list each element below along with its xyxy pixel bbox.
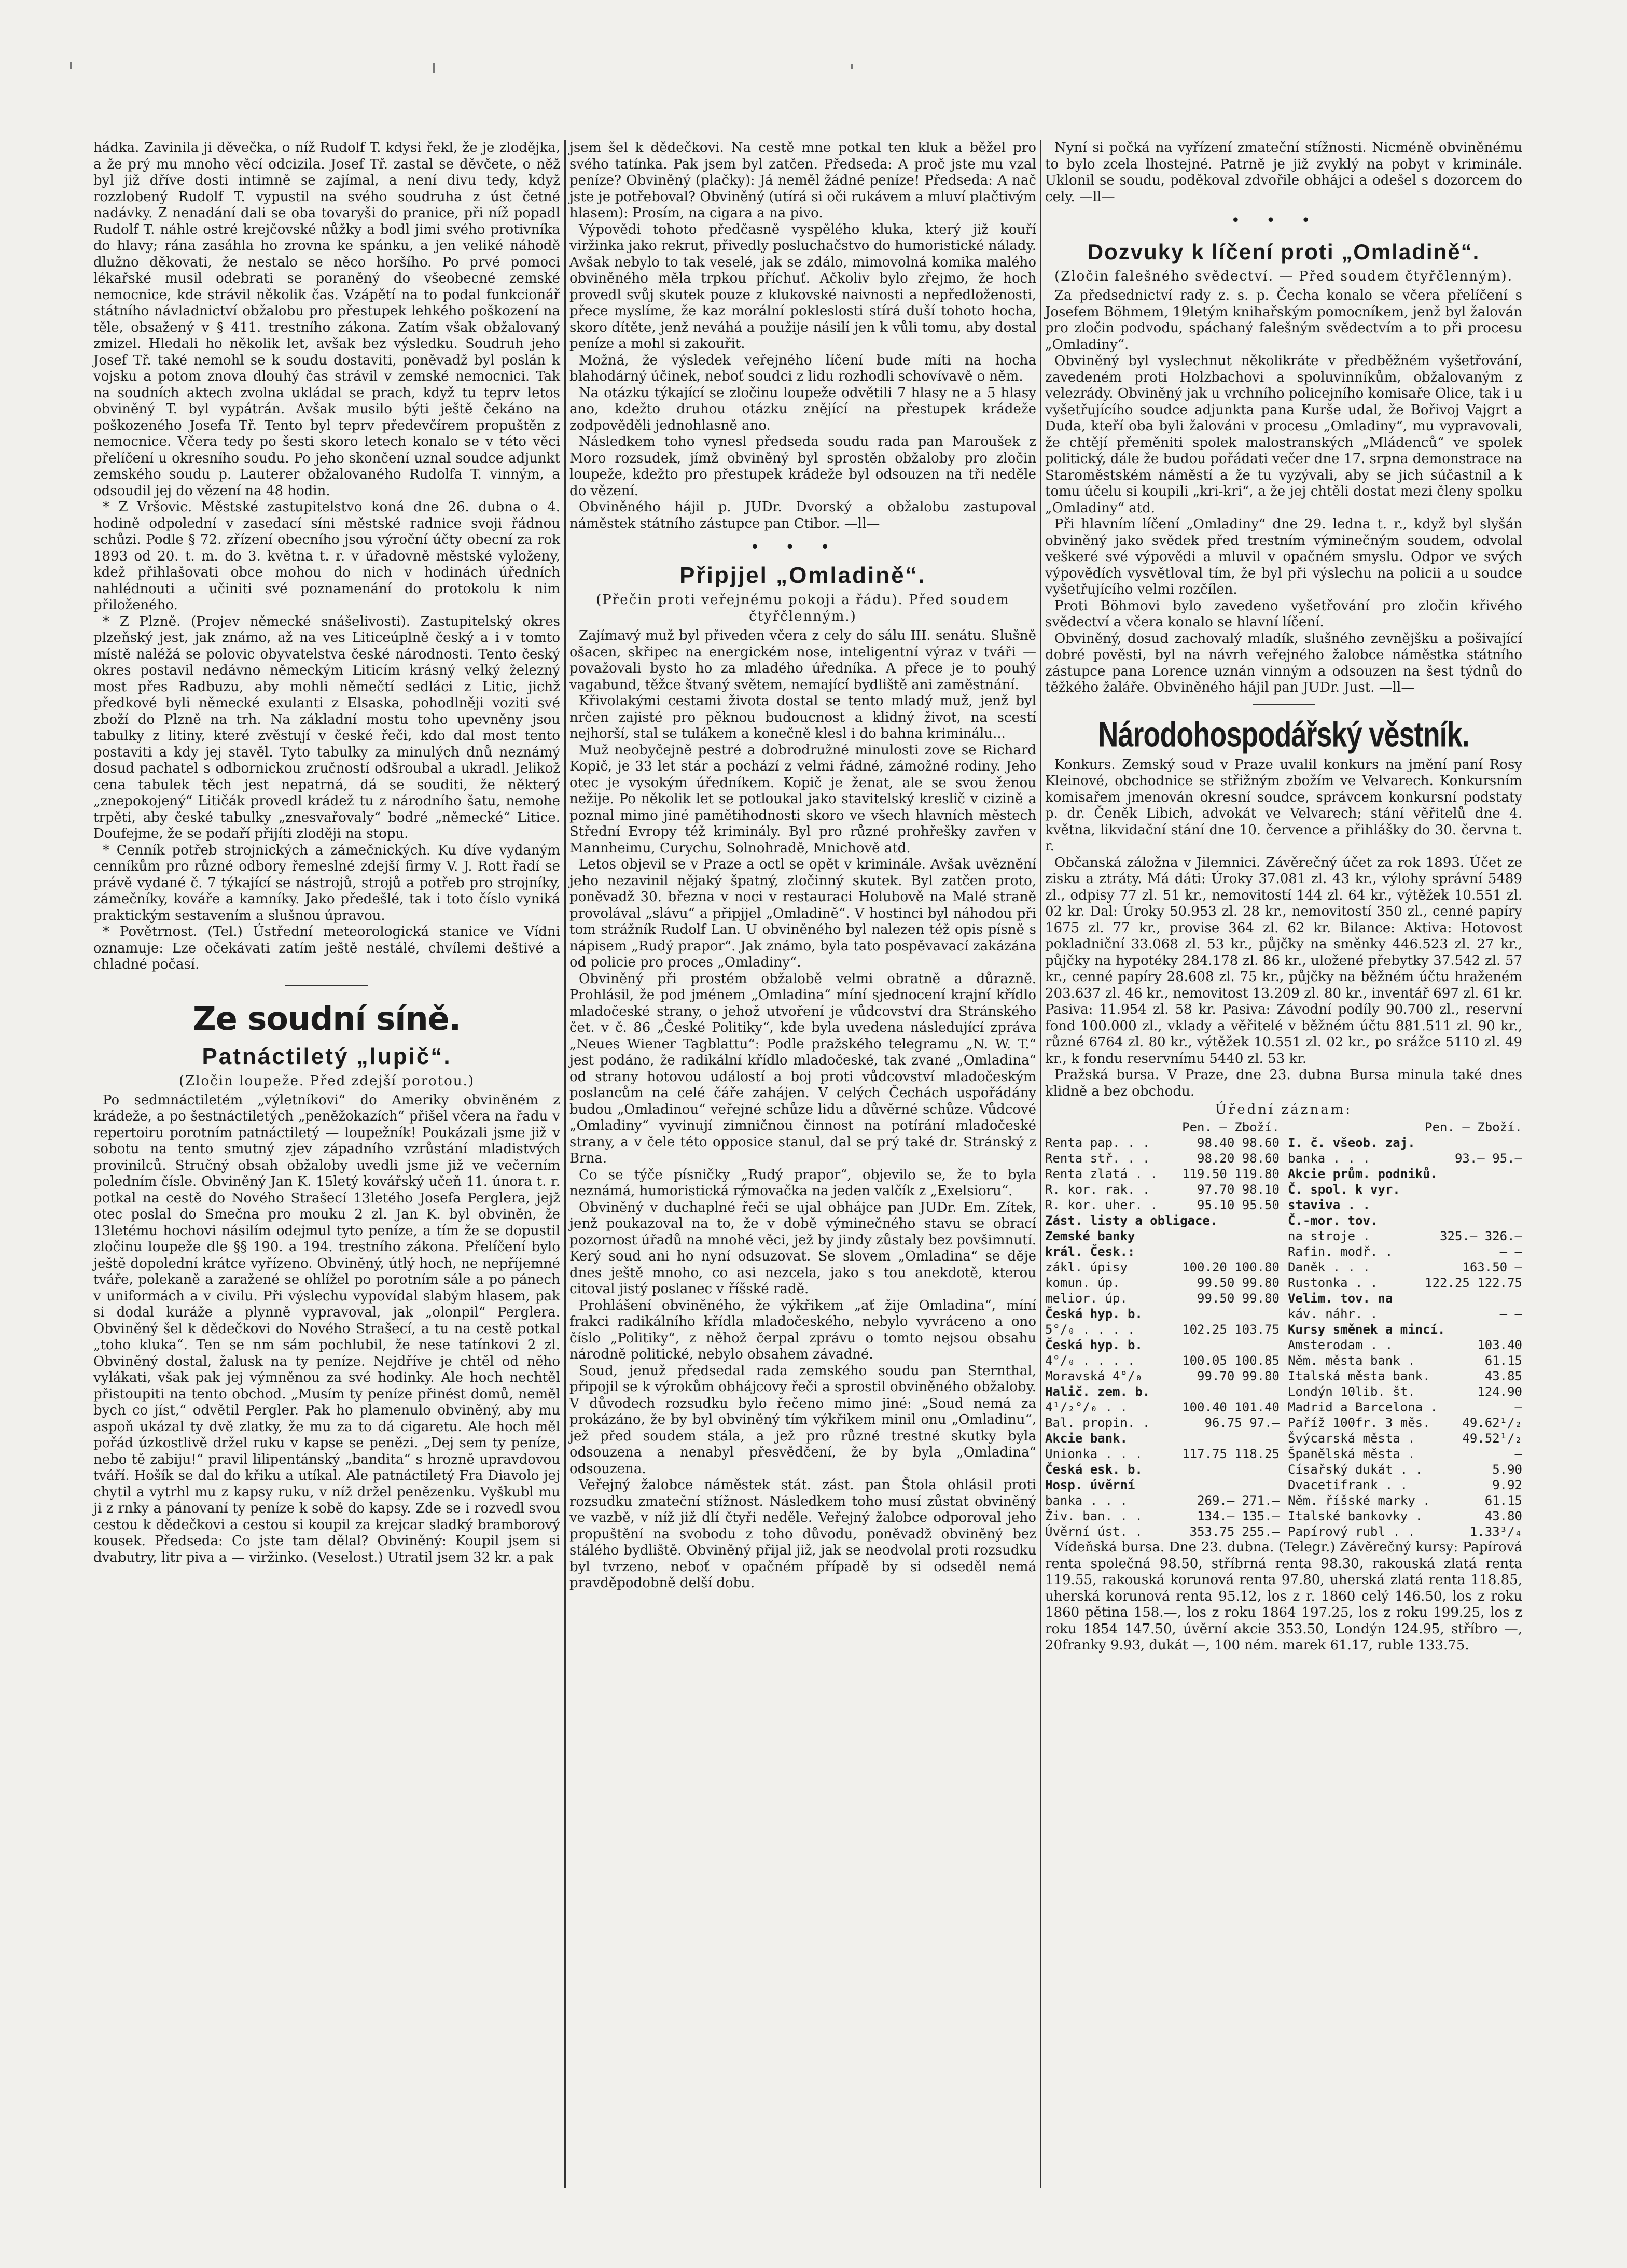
bursa-row	[1045, 1508, 1280, 1524]
bursa-item-label: zákl. úpisy	[1045, 1260, 1128, 1275]
bursa-item-value: 99.50 99.80	[1197, 1276, 1280, 1290]
section-title: Ze soudní síně.	[192, 999, 461, 1038]
bursa-row	[1045, 1151, 1280, 1166]
bursa-item-value: 124.90	[1477, 1384, 1522, 1399]
article-paragraph: Letos objevil se v Praze a octl se opět v kriminále. Avšak uvěznění jeho nezavinil nějaký špatný, zločinný skutek. Byl zatčen proto, poněvadž 30. března v noci v restauraci Holubově na Malé straně provolával „slávu“ a připjjel „Omladině“. V hostinci byl náhodou při tom strážník Rudolf Lan. U obviněného byl nalezen též opis písně s nápisem „Rudý prapor“. Jak známo, byla tato pospěvavací zakázána od policie pro proces „Omladiny“.	[569, 857, 1036, 970]
article-paragraph: Zajímavý muž byl přiveden včera z cely do sálu III. senátu. Slušně ošacen, skřipec na energickém nose, inteligentní výraz v tváři — považovali bysto ho za mladého úředníka. A přece je to pouhý vagabund, těžce štvaný světem, nemající bydliště ani zaměstnání.	[569, 628, 1036, 693]
bursa-row	[1288, 1291, 1522, 1306]
court-dialogue: jsem šel k dědečkovi. Na cestě mne potkal ten kluk a běžel pro svého tatínka. Pak jsem byl zatčen. Předseda: A proč jste mu vzal peníze? Obviněný (plačky): Já neměl žádné peníze! Předseda: A nač jste je potřeboval? Obviněný (utírá si oči rukávem a mluví plačtivým hlasem): Prosím, na cigara a na pivo.	[569, 140, 1036, 221]
bursa-item-label: 5°/₀ . . . .	[1045, 1322, 1135, 1337]
bursa-item-label: R. kor. rak. .	[1045, 1182, 1150, 1197]
column-divider	[1040, 140, 1041, 2188]
bursa-item-value: 117.75 118.25	[1182, 1447, 1280, 1461]
bursa-row	[1045, 1477, 1280, 1493]
bursa-row	[1045, 1197, 1280, 1213]
section-rule	[285, 985, 368, 986]
bursa-item-label: Česká hyp. b.	[1045, 1338, 1143, 1352]
bursa-item-value: 99.50 99.80	[1197, 1291, 1280, 1306]
bursa-row	[1288, 1259, 1522, 1275]
article-paragraph: Výpovědi tohoto předčasně vyspělého kluka, který již kouří viržinka jako rekrut, přivedly posluchačstvo do humoristické nálady. Avšak nebylo to tak veselé, jak se zdálo, mimovolná komika malého obviněného měla trpkou příchuť. Ačkoliv bylo zřejmo, že hoch provedl svůj skutek pouze z klukovské naivnosti a nepředloženosti, přece myslíme, že kaz morální pokleslosti stírá duší tohoto hocha, skoro dítěte, jenž neváhá a použije násilí jen k vůli tomu, aby dostal peníze a mohl si zakouřit.	[569, 221, 1036, 352]
bursa-header-row	[1045, 1119, 1280, 1135]
bursa-item-value: 49.52¹/₂	[1462, 1431, 1522, 1446]
article-paragraph: Co se týče písničky „Rudý prapor“, objevilo se, že to byla neznámá, humoristická rýmovačka na jeden valčík z „Exelsioru“.	[569, 1167, 1036, 1199]
bursa-item-label: Amsterodam . .	[1288, 1338, 1393, 1352]
bursa-row	[1045, 1135, 1280, 1151]
article-paragraph: Prohlášení obviněného, že výkřikem „ať žije Omladina“, míní frakci radikálního křídla mladočeského, nebylo vyvráceno a ono číslo „Politiky“, z něhož čerpal zprávu o tomto nejsou obsahu národně politické, nebylo obsahem závadné.	[569, 1297, 1036, 1362]
bursa-row	[1045, 1431, 1280, 1446]
bursa-row	[1045, 1291, 1280, 1306]
bursa-row	[1288, 1508, 1522, 1524]
bursa-item-value: —	[1514, 1447, 1522, 1461]
news-konkurs: Konkurs. Zemský soud v Praze uvalil konkurs na jmění paní Rosy Kleinové, obchodnice se střižným zbožím ve Velvarech. Konkursním komisařem jmenován okresní soudce, správcem konkursní podstaty p. dr. Čeněk Libich, advokát ve Velvarech; stání věřitelů dne 4. května, likvidační stání dne 10. července a přihlášky do 30. června t. r.	[1045, 757, 1522, 854]
bursa-table	[1045, 1119, 1522, 1539]
article-paragraph: Muž neobyčejně pestré a dobrodružné minulosti zove se Richard Kopič, je 33 let stár a pochází z velmi řádné, zámožné rodiny. Jeho otec je vysokým úředníkem. Kopič je ženat, ale se svou ženou nežije. Po několik let se potloukal jako stavitelský kreslič v cizině a poznal mimo jiné pamětihodnosti skoro ve všech hlavních městech Střední Evropy též kriminály. Byl pro různé prohřešky zavřen v Mannheimu, Curychu, Solnohradě, Mnichově atd.	[569, 742, 1036, 856]
bursa-item-label: I. č. všeob. zaj.	[1288, 1136, 1415, 1150]
column-left	[93, 140, 560, 1566]
bursa-item-value: 103.40	[1477, 1338, 1522, 1352]
bursa-item-label: král. Česk.:	[1045, 1244, 1135, 1259]
bursa-item-value: 49.62¹/₂	[1462, 1416, 1522, 1430]
bursa-row	[1045, 1166, 1280, 1182]
news-videnska-bursa: Vídeňská bursa. Dne 23. dubna. (Telegr.) Závěrečný kursy: Papírová renta společná 98.50, stříbrná renta 98.30, rakouská zlatá renta 119.55, rakouská korunová renta 97.80, uherská zlatá renta 118.85, uherská korunová renta 95.12, los z r. 1860 celý 146.50, los z roku 1860 pětina 158.—, los z roku 1864 197.25, los z roku 199.25, los z roku 1854 147.50, úvěrní akcie 353.50, Londýn 124.95, stříbro —, 20franky 9.93, dukát —, 100 ném. marek 61.17, ruble 133.75.	[1045, 1539, 1522, 1653]
article-title: Patnáctiletý „lupič“.	[202, 1043, 452, 1069]
bursa-item-label: Rafin. modř. .	[1288, 1244, 1393, 1259]
article-paragraph: Při hlavním líčení „Omladiny“ dne 29. ledna t. r., když byl slyšán obviněný jako svědek před trestním výminečným soudem, odvolal veškeré své výpovědi a mluvil v opačném smyslu. Odpor ve svých výpovědích vysvětloval tím, že byl při výslechu na policii a u soudce vyšetřujícího velmi rozčílen.	[1045, 516, 1522, 597]
article-paragraph: Nyní si počká na vyřízení zmateční stížnosti. Nicméně obviněnému to bylo zcela lhostejné. Patrně je již zvyklý na pobyt v kriminále. Uklonil se soudu, poděkoval zdvořile obhájci a odešel s dozorcem do cely. —ll—	[1045, 140, 1522, 205]
bursa-item-label: Č.-mor. tov.	[1288, 1213, 1378, 1228]
bursa-item-label: Něm. města bank .	[1288, 1353, 1415, 1368]
print-mark	[433, 63, 435, 73]
bursa-item-label: Česká hyp. b.	[1045, 1307, 1143, 1321]
bursa-item-label: Velim. tov. na	[1288, 1291, 1393, 1306]
print-mark	[851, 64, 853, 69]
bursa-header-row	[1288, 1119, 1522, 1135]
bursa-item-label: Španělská města .	[1288, 1447, 1415, 1461]
bursa-item-label: Kursy směnek a mincí.	[1288, 1322, 1445, 1337]
bursa-row	[1045, 1259, 1280, 1275]
article-paragraph: Možná, že výsledek veřejného líčení bude míti na hocha blahodárný účinek, neboť soudci z lidu rozhodli schovívavě o něm.	[569, 352, 1036, 384]
bursa-row	[1045, 1306, 1280, 1322]
bursa-item-label: Halič. zem. b.	[1045, 1384, 1150, 1399]
bursa-row	[1045, 1244, 1280, 1259]
bursa-item-value: 98.20 98.60	[1197, 1151, 1280, 1166]
bursa-item-value: 96.75 97.—	[1204, 1416, 1280, 1430]
bursa-item-label: Bal. propin. .	[1045, 1416, 1150, 1430]
bursa-item-value: 119.50 119.80	[1182, 1167, 1280, 1181]
bursa-item-label: Úvěrní úst. .	[1045, 1524, 1143, 1539]
bursa-item-value: 269.— 271.—	[1197, 1493, 1280, 1508]
bursa-row	[1288, 1166, 1522, 1182]
bursa-row	[1045, 1446, 1280, 1462]
bursa-item-label: Něm. říšské marky .	[1288, 1493, 1430, 1508]
bursa-row	[1045, 1384, 1280, 1399]
article-lead-text: hádka. Zavinila ji děvečka, o níž Rudolf T. kdysi řekl, že je zlodějka, a že prý mu mnoho věcí odcizila. Josef Tř. zastal se děvčete, o něž byl již dříve dosti intimně se zajímal, a není divu tedy, když rozzlobený Rudolf T. vypustil na svého soudruha z úst četné nadávky. Z nenadání dali se oba tovaryši do pranice, při níž popadl Rudolf T. náhle ostré krejčovské nůžky a bodl jimi svého protivníka do hlavy; rána zasáhla ho zrovna ke spánku, a jen veliké náhodě dlužno děkovati, že nestalo se něco horšího. Po prvé pomoci lékařské musil odebrati se poraněný do všeobecné zemské nemocnice, kde strávil několik čas. Vzápětí na to podal funkcionář státního návladnictví obžalobu pro přestupek lehkého poškození na těle, obsažený v § 411. trestního zákona. Zatím však obžalovaný zmizel. Hledali ho několik let, avšak bez výsledku. Soudruh jeho Josef Tř. také nemohl se k soudu dostaviti, poněvadž byl poslán k vojsku a potom znova dlouhý čas strávil v zemské nemocnici. Tak na soudních aktech zvolna ukládal se prach, když tu teprv letos obviněný T. byl vypátrán. Avšak musilo býti ještě čekáno na poškozeného Josefa Tř. Tento byl teprv předevčírem propuštěn z nemocnice. Včera tedy po šesti skoro letech konalo se v této věci přelíčení u okresního soudu. Po jeho skončení uznal soudce adjunkt zemského soudu p. Lauterer obžalovaného Rudolfa T. vinným, a odsoudil jej do vězení na 48 hodin.	[93, 140, 560, 499]
bursa-item-label: melior. úp.	[1045, 1291, 1128, 1306]
article-paragraph: Obviněný při prostém obžalobě velmi obratně a důrazně. Prohlásil, že pod jménem „Omladina“ míní sjednocení krajní křídlo mladočeské strany, o jehož utvoření je vůdcovství dra Stránského čet. v č. 86 „České Politiky“, kde byla uvedena následující zpráva „Neues Wiener Tagblattu“: Podle pražského telegramu „N. W. T.“ jest podáno, že radikální křídlo mladočeské, tak zvané „Omladina“ od strany hotovou událostí a boj proti vůdcovství mladočeským poslancům na celé čáře zahájen. V celých Čechách uspořádány budou „Omladinou“ veřejné schůze lidu a důvěrné schůze. Vůdcové „Omladiny“ vyvinují zimničnou činnost na potírání mladočeské strany, a v čele této opposice stanul, dal se prý také dr. Stránský z Brna.	[569, 971, 1036, 1166]
bursa-item-label: Renta zlatá . .	[1045, 1167, 1158, 1181]
bursa-row	[1045, 1322, 1280, 1337]
bursa-right-list	[1288, 1119, 1522, 1539]
bursa-row	[1045, 1399, 1280, 1415]
bursa-row	[1288, 1493, 1522, 1508]
bursa-item-value: 43.85	[1484, 1369, 1522, 1383]
bursa-item-label: banka . . .	[1045, 1493, 1128, 1508]
bursa-item-label: R. kor. uher. .	[1045, 1198, 1158, 1212]
bursa-item-value: 122.25 122.75	[1425, 1276, 1522, 1290]
bursa-item-label: staviva . .	[1288, 1198, 1370, 1212]
bursa-item-value: 99.70 99.80	[1197, 1369, 1280, 1383]
bursa-row	[1288, 1462, 1522, 1477]
bursa-item-value: 61.15	[1484, 1353, 1522, 1368]
news-cennik: * Cenník potřeb strojnických a zámečnických. Ku díve vydaným cenníkům pro různé odbory řemeslné zdejší firmy V. J. Rott řadí se právě vydané č. 7 týkající se nástrojů, strojů a potřeb pro strojníky, zámečníky, kováře a kamníky. Jako předešlé, tak i toto číslo vyniká praktickým sestavením a slušnou úpravou.	[93, 842, 560, 923]
article-paragraph: Obviněný byl vyslechnut několikráte v předběžném vyšetřování, zavedeném proti Holzbachovi a spoluvinníkům, obžalovaným z velezrády. Obviněný jak u vrchního policejního komisaře Olice, tak i u vyšetřujícího soudce adjunkta pana Kurše udal, že Bořivoj Vajgrt a Duda, kteří oba byli žalováni v procesu „Omladiny“, mu vypravovali, že chtějí přeměniti spolek malostranských „Mládenců“ ve spolek politický, dále že budou pořádati večer dne 17. srpna demonstrace na Staroměstském náměstí a že tu vyzývali, aby se jich súčastnil a k tomu účelu si koupili „kri-kri“, a že jej chtěli dostat mezi členy spolku „Omladiny“ atd.	[1045, 353, 1522, 516]
article-paragraph: Soud, jenuž předsedal rada zemského soudu pan Sternthal, připojil se k výrokům obhájcovy řeči a sprostil obviněného obžaloby. V důvodech rozsudku bylo řečeno mimo jiné: „Soud nemá za prokázáno, že by byl obviněný tím výkřikem minil onu „Omladinu“, jež před soudem stála, a jež pro různé trestné skutky byla odsouzena a nenabyl přesvědčení, že by byla „Omladina“ odsouzena.	[569, 1363, 1036, 1477]
bursa-item-label: Unionka . . .	[1045, 1447, 1143, 1461]
bursa-item-label: Zást. listy a obligace.	[1045, 1213, 1218, 1228]
news-plzne: * Z Plzně. (Projev německé snášelivosti). Zastupitelský okres plzeňský jest, jak známo, až na ves Liticeúplně český a i v tomto místě naléžá se polovic obyvatelstva české národnosti. Tento český okres postavil nedávno německým Liticím krásný velký železný most přes Radbuzu, aby mohli němečtí sedláci z Litic, jichž předkové byli německé exulanti z Elsaska, pohodlněji voziti své zboží do Plzně na trh. Na základní mostu toho upevněny jsou tabulky z litiny, které zvěstují v české řeči, kdo dal most tento postaviti a kdy jej stavěl. Tyto tabulky za minulých dnů neznámý dosud pachatel s odbornickou zručností odšroubal a ukradl. Jelikož cena tabulek těch jest nepatrná, dá se souditi, že některý „znepokojený“ Litičák provedl krádež tu z národního šatu, nemohe trpěti, aby české tabulky „znesvařovaly“ bodré „německé“ Litice. Doufejme, že se podaří přijíti zloději na stopu.	[93, 613, 560, 842]
bursa-item-label: Renta stř. . .	[1045, 1151, 1150, 1166]
bursa-row	[1288, 1477, 1522, 1493]
bursa-row	[1288, 1228, 1522, 1244]
bursa-item-label: Akcie prům. podniků.	[1288, 1167, 1438, 1181]
article-paragraph: Obviněný v duchaplné řeči se ujal obhájce pan JUDr. Em. Zítek, jenž poukazoval na to, že v době výminečného stavu se obrací pozornost úřadů na mnohé věci, jež by jindy zůstaly bez povšimnutí. Kerý soud ani ho nyní odsuzovat. Se slovem „Omladina“ se děje dnes ještě mnoho, co asi nezcela, jako s tou anekdotě, kterou citoval jistý poslanec v říšské radě.	[569, 1199, 1036, 1297]
bursa-row	[1288, 1151, 1522, 1166]
bursa-row	[1045, 1275, 1280, 1291]
bursa-item-value: 100.20 100.80	[1182, 1260, 1280, 1275]
bursa-item-value: 93.— 95.—	[1454, 1151, 1522, 1166]
bursa-row	[1288, 1197, 1522, 1213]
bursa-row	[1288, 1431, 1522, 1446]
bursa-item-label: Hosp. úvěrní	[1045, 1478, 1135, 1492]
bursa-row	[1045, 1353, 1280, 1368]
article-subtitle: (Přečin proti veřejnému pokoji a řádu). Před soudem čtyřčlenným.)	[596, 592, 1010, 624]
article-subtitle: (Zločin falešného svědectví. — Před soudem čtyřčlenným).	[1054, 269, 1513, 284]
bursa-row	[1288, 1368, 1522, 1384]
bursa-item-label: Švýcarská města .	[1288, 1431, 1415, 1446]
bursa-item-label: Daněk . . .	[1288, 1260, 1370, 1275]
bursa-item-label: Č. spol. k vyr.	[1288, 1182, 1400, 1197]
bursa-item-label: káv. náhr. .	[1288, 1307, 1378, 1321]
bursa-row	[1288, 1524, 1522, 1539]
bursa-row	[1288, 1337, 1522, 1353]
bursa-row	[1045, 1462, 1280, 1477]
bursa-row	[1288, 1135, 1522, 1151]
news-zalozna: Občanská záložna v Jilemnici. Závěrečný účet za rok 1893. Účet ze zisku a ztráty. Má dáti: Úroky 37.081 zl. 43 kr., výlohy správní 5489 zl., odpisy 77 zl. 51 kr., nemovitostí 144 zl. 64 kr., výtěžek 10.551 zl. 02 kr. Dal: Úroky 50.953 zl. 28 kr., nemovitostí 350 zl., cenné papíry 1675 zl. 77 kr., provise 364 zl. 62 kr. Bilance: Aktiva: Hotovost pokladniční 33.068 zl. 53 kr., půjčky na směnky 446.523 zl. 27 kr., půjčky na hypotéky 284.178 zl. 86 kr., uložené přebytky 37.542 zl. 57 kr., cenné papíry 28.608 zl. 75 kr., půjčky na běžném účtu hraženém 203.637 zl. 46 kr., nemovitost 13.209 zl. 80 kr., inventář 697 zl. 61 kr. Pasiva: 11.954 zl. 58 kr. Pasiva: Závodní podíly 90.700 zl., reservní fond 100.000 zl., vklady a věřitelé v běžném účtu 881.511 zl. 90 kr., různé 6764 zl. 80 kr., výtěžek 10.551 zl. 02 kr., po srážce 5110 zl. 49 kr., k fondu reservnímu 5440 zl. 53 kr.	[1045, 855, 1522, 1067]
section-rule	[1253, 704, 1315, 705]
bursa-item-value: 9.92	[1492, 1478, 1522, 1492]
section-title: Národohospodářský věstník.	[1098, 715, 1469, 754]
article-paragraph: Veřejný žalobce náměstek stát. zást. pan Štola ohlásil proti rozsudku zmateční stížnost. Následkem toho musí zůstat obviněný ve vazbě, v níž již dlí čtyři neděle. Veřejný žalobce odporoval jeho propuštění na svobodu z toho důvodu, poněvadž obviněný bez stálého bydliště. Obviněný přijal již, jak se neodvolal proti rozsudku byl tvrzeno, neboť v opačném případě by si odseděl nemá pravděpodobně delší dobu.	[569, 1477, 1036, 1591]
bursa-row	[1045, 1228, 1280, 1244]
bursa-heading: Úřední záznam:	[1215, 1102, 1353, 1117]
bursa-item-label: Paříž 100fr. 3 měs.	[1288, 1416, 1430, 1430]
bursa-item-value: 98.40 98.60	[1197, 1136, 1280, 1150]
bursa-row	[1288, 1415, 1522, 1431]
bursa-item-label: Živ. ban. . .	[1045, 1509, 1143, 1523]
bursa-row	[1045, 1182, 1280, 1197]
bursa-item-label: banka . . .	[1288, 1151, 1370, 1166]
article-paragraph: Proti Böhmovi bylo zavedeno vyšetřování pro zločin křivého svědectví a včera konalo se hlavní líčení.	[1045, 598, 1522, 630]
bursa-row	[1045, 1368, 1280, 1384]
bursa-item-value: 5.90	[1492, 1462, 1522, 1477]
bursa-item-value: 61.15	[1484, 1493, 1522, 1508]
article-paragraph: Obviněného hájil p. JUDr. Dvorský a obžalobu zastupoval náměstek státního zástupce pan Ctibor. —ll—	[569, 499, 1036, 531]
bursa-row	[1045, 1415, 1280, 1431]
bursa-item-label: Česká esk. b.	[1045, 1462, 1143, 1477]
bursa-row	[1288, 1399, 1522, 1415]
column-right	[1045, 140, 1522, 1654]
bursa-item-value: 97.70 98.10	[1197, 1182, 1280, 1197]
bursa-item-label: 4°/₀ . . . .	[1045, 1353, 1135, 1368]
article-body: Po sedmnáctiletém „výletníkovi“ do Ameriky obviněném z krádeže, a po šestnáctiletých „peněžokazích“ přišel včera na řadu v repertoiru porotním patnáctiletý — loupežník! Poukázali jsme již v sobotu na tento smutný zjev západního vzrůstání mladistvých provinilců. Stručný obsah obžaloby uvedli jsme již ve večerním poledním čísle. Obviněný Jan K. 15letý kovářský učeň 11. února t. r. potkal na cestě do Nového Strašecí 13letého Josefa Perglera, jejž otec poslal do Smečna pro mouku 2 zl. Jan K. byl obviněn, že 13letému hochovi násilím odejmul tyto peníze, a tím že se dopustil zločinu loupeže dle §§ 190. a 194. trestního zákona. Přelíčení bylo ještě dopolední krátce vyřízeno. Obviněný, útlý hoch, ne nepříjemné tváře, polekaně a zaražené se ohlížel po porotním sále a po pánech v uniformách a v civilu. Při výslechu vypovídal slabým hlasem, pak si dodal kuráže a plynně vypravoval, jak „olonpil“ Perglera. Obviněný šel k dědečkovi do Nového Strašecí, a tu na cestě potkal „toho kluka“. Ten se nm sám pochlubil, že nese tatínkovi 2 zl. Obviněný dostal, žalusk na ty peníze. Nejdříve je chtěl od něho vylákati, však pak jej výmněnou za své hodinky. Ale hoch nechtěl přistoupiti na tento obchod. „Musím ty peníze přinést domů, neměl bych co jíst,“ odvětil Pergler. Pak ho plamenulo obviněný, aby mu aspoň ukázal ty dvě zlatky, že mu za to dá cigaretu. Ale hoch měl pořád úzkostlivě držel ruku v kapse se penězi. „Dej sem ty peníze, nebo tě zabiju!“ pravil lilipentánský „bandita“ s hrozně upravdovou tváří. Hošík se dal do křiku a utíkal. Ale patnáctiletý Fra Diavolo jej chytil a vytrhl mu z kapsy ruku, v níž držel penězenku. Vyškubl mu ji z rnky a pánovaní ty peníze k sobě do kapsy. Zde se i rozvedl svou cestou k dědečkovi a cestou si koupil za krejcar sladký bramborový kousek. Předseda: Co jste tam dělal? Obviněný: Koupil jsem si dvabutry, litr piva a — viržinko. (Veselost.) Utratil jsem 32 kr. a pak	[93, 1092, 560, 1565]
bursa-item-label: Císařský dukát . .	[1288, 1462, 1423, 1477]
bursa-item-label: Renta pap. . .	[1045, 1136, 1150, 1150]
bursa-row	[1045, 1493, 1280, 1508]
bursa-item-label: Italské bankovky .	[1288, 1509, 1423, 1523]
article-title: Připjjel „Omladině“.	[679, 563, 926, 588]
bursa-item-value: — —	[1499, 1244, 1522, 1259]
bursa-item-label: Akcie bank.	[1045, 1431, 1128, 1446]
bursa-item-label: Rustonka . .	[1288, 1276, 1378, 1290]
bursa-item-value: 95.10 95.50	[1197, 1198, 1280, 1212]
separator-stars: •••	[1231, 212, 1337, 230]
bursa-item-value: 43.80	[1484, 1509, 1522, 1523]
bursa-item-value: — —	[1499, 1307, 1522, 1321]
bursa-row	[1288, 1244, 1522, 1259]
bursa-item-value: 102.25 103.75	[1182, 1322, 1280, 1337]
news-vrsovice: * Z Vršovic. Městské zastupitelstvo koná dne 26. dubna o 4. hodině odpolední v zasedací síni městské radnice svoji řádnou schůzi. Podle § 72. zřízení obecního jsou výroční účty obecní za rok 1893 od 20. t. m. do 3. května t. r. v úřadovně městské vyloženy, kdež přihlašovati obce mohou do nich v hodinách úředních nahlédnouti a učiniti své poznamenání do protokolu k nim přiloženého.	[93, 499, 560, 613]
column-middle	[569, 140, 1036, 1592]
bursa-item-label: Zemské banky	[1045, 1229, 1135, 1243]
bursa-item-value: 163.50 —	[1462, 1260, 1522, 1275]
bursa-row	[1045, 1213, 1280, 1228]
article-paragraph: Křivolakými cestami života dostal se tento mladý muž, jenž byl nrčen zajisté pro pěknou budoucnost a klidný život, na scestí nejhorší, stal se tulákem a konečně klesl i do bahna kriminálu...	[569, 693, 1036, 741]
article-paragraph: Za předsednictví rady z. s. p. Čecha konalo se včera přelíčení s Josefem Böhmem, 19letým knihařským pomocníkem, jenž byl žalován pro zločin podvodu, spáchaný falešným svědectvím a to při procesu „Omladiny“.	[1045, 288, 1522, 353]
bursa-item-label: Dvacetifrank . .	[1288, 1478, 1408, 1492]
bursa-row	[1045, 1524, 1280, 1539]
bursa-item-label: Italská města bank.	[1288, 1369, 1430, 1383]
bursa-row	[1288, 1182, 1522, 1197]
bursa-item-value: 1.33³/₄	[1469, 1524, 1522, 1539]
bursa-item-label: na stroje .	[1288, 1229, 1370, 1243]
bursa-item-label: komun. úp.	[1045, 1276, 1120, 1290]
bursa-intro: Pražská bursa. V Praze, dne 23. dubna Bursa minula také dnes klidně a bez obchodu.	[1045, 1067, 1522, 1099]
bursa-left-list	[1045, 1119, 1280, 1539]
article-title: Dozvuky k líčení proti „Omladině“.	[1087, 240, 1480, 264]
bursa-item-label: 4¹/₂°/₀ . .	[1045, 1400, 1128, 1415]
article-paragraph: Následkem toho vynesl předseda soudu rada pan Maroušek z Moro rozsudek, jímž obviněný byl sprostěn obžaloby pro zločin loupeže, kdežto pro přestupek krádeže byl odsouzen na tři neděle do vězení.	[569, 434, 1036, 499]
bursa-item-label: Londýn 10lib. št.	[1288, 1384, 1415, 1399]
bursa-row	[1288, 1353, 1522, 1368]
bursa-row	[1288, 1306, 1522, 1322]
article-subtitle: (Zločin loupeže. Před zdejší porotou.)	[179, 1073, 475, 1089]
bursa-row	[1045, 1337, 1280, 1353]
article-paragraph: Na otázku týkající se zločinu loupeže odvětili 7 hlasy ne a 5 hlasy ano, kdežto druhou otázku znějící na přestupek krádeže zodpověděli jednohlasně ano.	[569, 385, 1036, 433]
bursa-item-value: —	[1514, 1400, 1522, 1415]
column-divider	[564, 140, 566, 2188]
bursa-item-value: 353.75 255.—	[1189, 1524, 1280, 1539]
separator-stars: •••	[750, 538, 856, 556]
bursa-row	[1288, 1275, 1522, 1291]
article-paragraph: Obviněný, dosud zachovalý mladík, slušného zevnějšku a pošivající dobré pověsti, byl na návrh veřejného žalobce náměstka státního zástupce pana Lorence uznán vinným a odsouzen na šest týdnů do těžkého žaláře. Obviněného hájil pan JUDr. Just. —ll—	[1045, 631, 1522, 695]
news-povetrnost: * Povětrnost. (Tel.) Ústřední meteorologická stanice ve Vídni oznamuje: Lze očekávati zatím ještě nestálé, chvílemi deštivé a chladné počasí.	[93, 924, 560, 972]
bursa-col-header: Pen. — Zboží.	[1182, 1120, 1280, 1135]
bursa-col-header: Pen. — Zboží.	[1425, 1120, 1522, 1135]
bursa-row	[1288, 1384, 1522, 1399]
bursa-item-value: 100.05 100.85	[1182, 1353, 1280, 1368]
bursa-item-value: 325.— 326.—	[1440, 1229, 1522, 1243]
bursa-row	[1288, 1446, 1522, 1462]
bursa-item-value: 100.40 101.40	[1182, 1400, 1280, 1415]
bursa-item-label: Papírový rubl . .	[1288, 1524, 1415, 1539]
bursa-item-value: 134.— 135.—	[1197, 1509, 1280, 1523]
bursa-item-label: Moravská 4°/₀	[1045, 1369, 1143, 1383]
bursa-row	[1288, 1322, 1522, 1337]
print-mark	[70, 62, 72, 69]
bursa-item-label: Madrid a Barcelona .	[1288, 1400, 1438, 1415]
bursa-row	[1288, 1213, 1522, 1228]
